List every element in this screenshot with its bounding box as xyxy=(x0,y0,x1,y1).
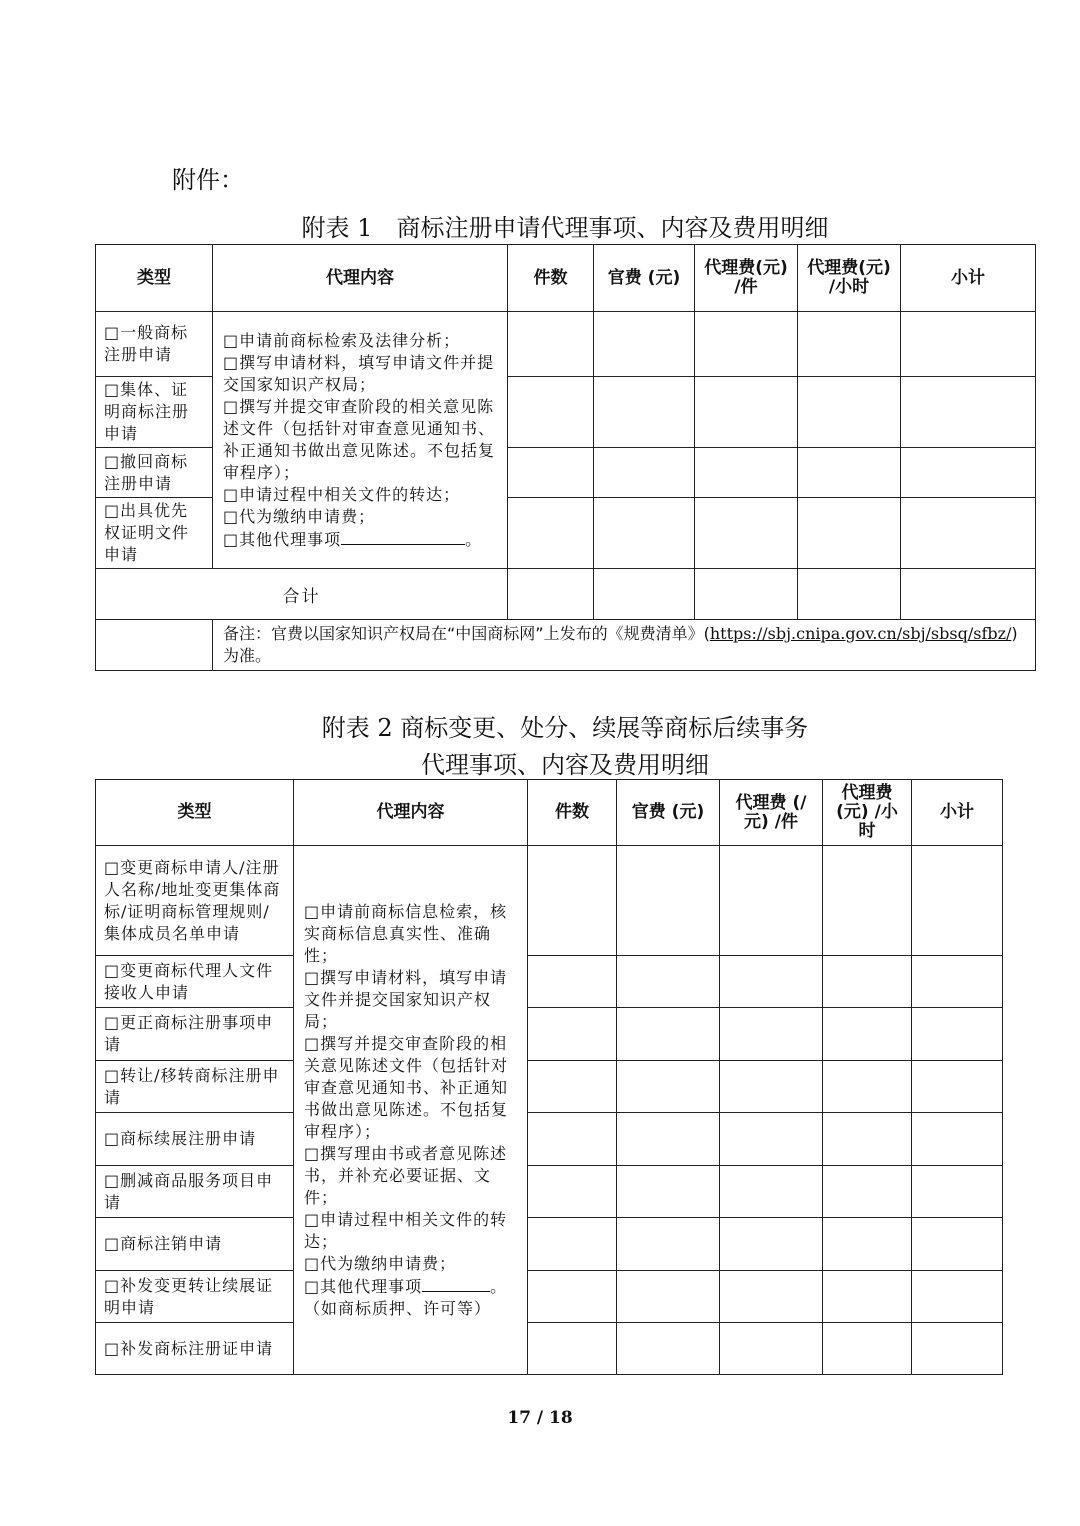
t1-cell[interactable] xyxy=(508,377,594,448)
t2-other-label: □其他代理事项 xyxy=(304,1276,423,1296)
t1-header-official-fee: 官费 (元) xyxy=(594,245,695,312)
t2-cell[interactable] xyxy=(823,1218,912,1271)
t2-cell[interactable] xyxy=(617,1166,720,1218)
t1-note-blank xyxy=(96,620,213,671)
t2-header-agent-fee-per-hour: 代理费(元) /小时 xyxy=(823,780,912,846)
t1-note-url[interactable]: https://sbj.cnipa.gov.cn/sbj/sbsq/sfbz/ xyxy=(709,624,1012,643)
t2-cell[interactable] xyxy=(528,1113,617,1166)
t1-note-suffix: ) 为准。 xyxy=(223,624,1018,665)
t2-cell[interactable] xyxy=(617,846,720,956)
t1-content-line[interactable]: □申请前商标检索及法律分析； xyxy=(223,330,461,350)
t1-cell[interactable] xyxy=(901,377,1036,448)
t1-cell[interactable] xyxy=(594,377,695,448)
t2-content xyxy=(294,846,528,1375)
t2-content-line-other[interactable] xyxy=(304,1275,519,1298)
t2-cell[interactable] xyxy=(823,1061,912,1113)
t1-note-prefix: 备注：官费以国家知识产权局在“中国商标网”上发布的《规费清单》( xyxy=(223,624,710,643)
t2-type-renewal[interactable]: □商标续展注册申请 xyxy=(96,1113,294,1166)
t1-cell[interactable] xyxy=(508,312,594,377)
t2-header-content: 代理内容 xyxy=(294,780,528,846)
t2-type-change-agent[interactable]: □变更商标代理人文件接收人申请 xyxy=(96,956,294,1008)
t2-cell[interactable] xyxy=(912,1218,1003,1271)
t1-header-type: 类型 xyxy=(96,245,213,312)
t2-cell[interactable] xyxy=(823,846,912,956)
t1-total-cell[interactable] xyxy=(798,569,901,620)
t2-type-change-name[interactable]: □变更商标申请人/注册人名称/地址变更集体商标/证明商标管理规则/集体成员名单申请 xyxy=(96,846,294,956)
t1-other-suffix: 。 xyxy=(465,529,483,549)
t2-cell[interactable] xyxy=(912,1166,1003,1218)
t1-header-agent-fee-per-item: 代理费(元) /件 xyxy=(695,245,798,312)
t2-cell[interactable] xyxy=(528,846,617,956)
t2-cell[interactable] xyxy=(720,1008,823,1061)
t2-content-line[interactable]: □撰写理由书或者意见陈述书，并补充必要证据、文件； xyxy=(304,1143,508,1207)
t2-cell[interactable] xyxy=(823,1008,912,1061)
t2-cell[interactable] xyxy=(528,1271,617,1323)
t2-cell[interactable] xyxy=(720,1218,823,1271)
t1-cell[interactable] xyxy=(508,498,594,569)
table2 xyxy=(95,779,1003,1375)
t1-content-line-other[interactable] xyxy=(223,528,499,551)
t1-total-cell[interactable] xyxy=(594,569,695,620)
t1-content-line[interactable]: □代为缴纳申请费； xyxy=(223,506,376,526)
attachment-label: 附件： xyxy=(172,166,244,194)
t1-header-subtotal: 小计 xyxy=(901,245,1036,312)
t2-header-type: 类型 xyxy=(96,780,294,846)
t2-cell[interactable] xyxy=(528,1008,617,1061)
t2-header-agent-fee-per-item: 代理费 (/元) /件 xyxy=(720,780,823,846)
t2-content-line[interactable]: □代为缴纳申请费； xyxy=(304,1253,457,1273)
t2-cell[interactable] xyxy=(912,1061,1003,1113)
t1-cell[interactable] xyxy=(901,498,1036,569)
t1-content-line[interactable]: □撰写并提交审查阶段的相关意见陈述文件（包括针对审查意见通知书、补正通知书做出意见陈述。不包括复审程序）； xyxy=(223,396,496,482)
t2-cell[interactable] xyxy=(720,1271,823,1323)
table2-title-line2: 代理事项、内容及费用明细 xyxy=(421,751,709,779)
t1-total-cell[interactable] xyxy=(901,569,1036,620)
t1-cell[interactable] xyxy=(594,312,695,377)
t2-type-cancel[interactable]: □商标注销申请 xyxy=(96,1218,294,1271)
t1-type-general[interactable]: □一般商标注册申请 xyxy=(96,312,213,377)
t2-cell[interactable] xyxy=(823,1323,912,1375)
t2-content-line[interactable]: □申请过程中相关文件的转达； xyxy=(304,1209,508,1251)
t2-cell[interactable] xyxy=(912,1113,1003,1166)
t1-cell[interactable] xyxy=(798,312,901,377)
t2-cell[interactable] xyxy=(528,1166,617,1218)
t1-cell[interactable] xyxy=(594,498,695,569)
table1 xyxy=(95,244,1036,671)
t1-other-blank[interactable] xyxy=(341,528,465,545)
t2-cell[interactable] xyxy=(912,1323,1003,1375)
t2-cell[interactable] xyxy=(720,846,823,956)
t2-cell[interactable] xyxy=(617,956,720,1008)
t1-cell[interactable] xyxy=(695,498,798,569)
t1-header-count: 件数 xyxy=(508,245,594,312)
t2-cell[interactable] xyxy=(720,1061,823,1113)
table1-title: 附表 1 商标注册申请代理事项、内容及费用明细 xyxy=(301,214,829,242)
t2-header-official-fee: 官费 (元) xyxy=(617,780,720,846)
t1-cell[interactable] xyxy=(594,448,695,498)
t2-cell[interactable] xyxy=(617,1218,720,1271)
t1-content-line[interactable]: □申请过程中相关文件的转达； xyxy=(223,484,461,504)
t2-other-note: （如商标质押、许可等） xyxy=(304,1298,492,1318)
t1-cell[interactable] xyxy=(901,312,1036,377)
page-number: 17 / 18 xyxy=(507,1408,573,1428)
t2-cell[interactable] xyxy=(617,1008,720,1061)
t2-cell[interactable] xyxy=(720,956,823,1008)
t2-cell[interactable] xyxy=(720,1113,823,1166)
t2-cell[interactable] xyxy=(823,1166,912,1218)
t2-cell[interactable] xyxy=(617,1113,720,1166)
t1-cell[interactable] xyxy=(798,498,901,569)
t2-type-correct[interactable]: □更正商标注册事项申请 xyxy=(96,1008,294,1061)
t1-cell[interactable] xyxy=(508,448,594,498)
t1-total-label: 合计 xyxy=(96,569,508,620)
t2-type-reissue-registration[interactable]: □补发商标注册证申请 xyxy=(96,1323,294,1375)
t2-cell[interactable] xyxy=(528,1061,617,1113)
t1-cell[interactable] xyxy=(798,448,901,498)
t2-content-line[interactable]: □申请前商标信息检索，核实商标信息真实性、准确性； xyxy=(304,901,508,965)
t1-type-priority[interactable]: □出具优先权证明文件申请 xyxy=(96,498,213,569)
t1-other-label: □其他代理事项 xyxy=(223,529,342,549)
t1-type-collective[interactable]: □集体、证明商标注册申请 xyxy=(96,377,213,448)
t2-cell[interactable] xyxy=(617,1323,720,1375)
t2-cell[interactable] xyxy=(528,956,617,1008)
t2-content-line[interactable]: □撰写并提交审查阶段的相关意见陈述文件（包括针对审查意见通知书、补正通知书做出意见陈述。不包括复审程序）； xyxy=(304,1033,509,1141)
t2-content-line[interactable]: □撰写申请材料，填写申请文件并提交国家知识产权局； xyxy=(304,967,508,1031)
t1-type-withdraw[interactable]: □撤回商标注册申请 xyxy=(96,448,213,498)
t1-cell[interactable] xyxy=(901,448,1036,498)
t2-cell[interactable] xyxy=(617,1271,720,1323)
table2-title-line1: 附表 2 商标变更、处分、续展等商标后续事务 xyxy=(321,714,809,742)
t1-cell[interactable] xyxy=(695,448,798,498)
t2-cell[interactable] xyxy=(912,1271,1003,1323)
t1-content xyxy=(213,312,508,569)
t2-header-count: 件数 xyxy=(528,780,617,846)
t2-header-subtotal: 小计 xyxy=(912,780,1003,846)
t1-cell[interactable] xyxy=(695,312,798,377)
t1-cell[interactable] xyxy=(798,377,901,448)
t2-cell[interactable] xyxy=(912,956,1003,1008)
t2-cell[interactable] xyxy=(823,1113,912,1166)
t2-cell[interactable] xyxy=(823,956,912,1008)
t2-other-suffix: 。 xyxy=(490,1276,508,1296)
t2-cell[interactable] xyxy=(720,1166,823,1218)
t2-cell[interactable] xyxy=(528,1218,617,1271)
t2-cell[interactable] xyxy=(912,1008,1003,1061)
t1-header-content: 代理内容 xyxy=(213,245,508,312)
t2-cell[interactable] xyxy=(823,1271,912,1323)
t1-content-line[interactable]: □撰写申请材料，填写申请文件并提交国家知识产权局； xyxy=(223,352,495,394)
t1-header-agent-fee-per-hour: 代理费(元) /小时 xyxy=(798,245,901,312)
t2-cell[interactable] xyxy=(720,1323,823,1375)
t1-cell[interactable] xyxy=(695,377,798,448)
t2-type-reduce-goods[interactable]: □删减商品服务项目申请 xyxy=(96,1166,294,1218)
t2-other-blank[interactable] xyxy=(422,1275,490,1292)
t1-total-cell[interactable] xyxy=(695,569,798,620)
t2-cell[interactable] xyxy=(617,1061,720,1113)
t1-total-cell[interactable] xyxy=(508,569,594,620)
t2-cell[interactable] xyxy=(528,1323,617,1375)
t2-type-reissue-certificate[interactable]: □补发变更转让续展证明申请 xyxy=(96,1271,294,1323)
t2-cell[interactable] xyxy=(912,846,1003,956)
t2-type-transfer[interactable]: □转让/移转商标注册申请 xyxy=(96,1061,294,1113)
t1-note xyxy=(213,620,1036,671)
